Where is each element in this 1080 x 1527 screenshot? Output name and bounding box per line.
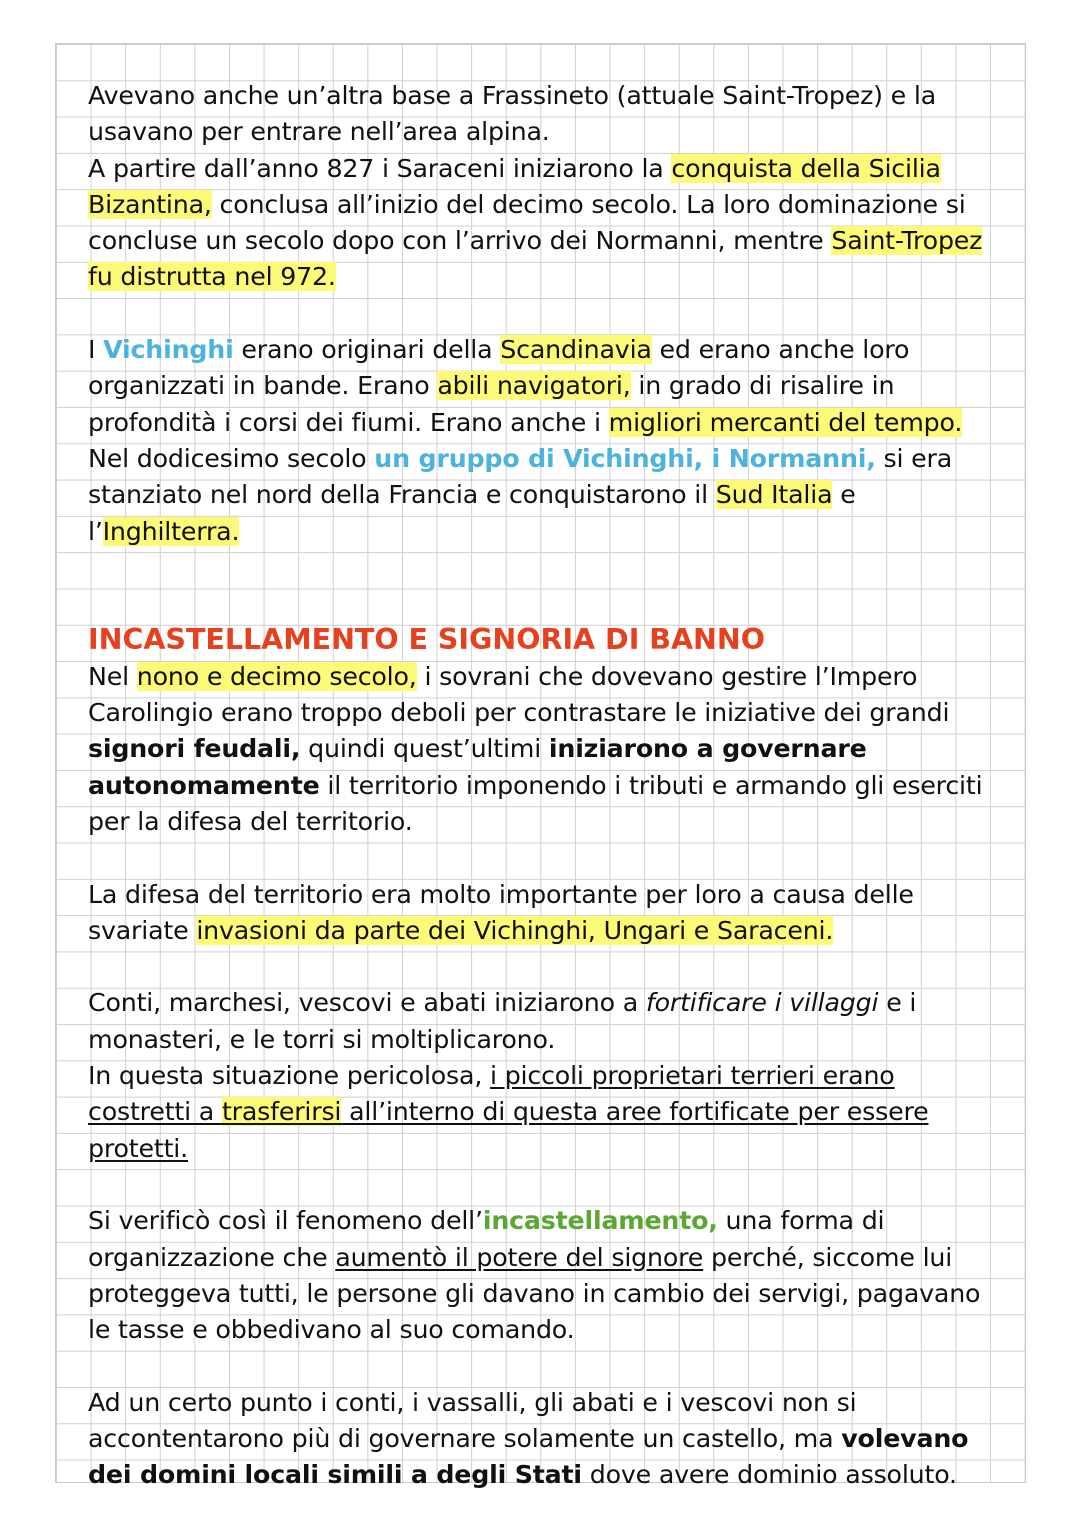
highlight: migliori mercanti del tempo. [608, 407, 963, 437]
term-normanni: un gruppo di Vichinghi, i Normanni, [374, 443, 876, 473]
highlight: Inghilterra. [102, 516, 240, 546]
paragraph-difesa: La difesa del territorio era molto importante per loro a causa delle svariate invasioni da parte dei Vichinghi, Ungari e Saraceni. [88, 879, 914, 945]
highlight: abili navigatori, [437, 371, 631, 401]
term-vichinghi: Vichinghi [103, 335, 234, 365]
bold-term: iniziarono a governare autonomamente [88, 734, 867, 800]
term-incastellamento: incastellamento, [482, 1206, 718, 1236]
underlined-highlight: trasferirsi [221, 1097, 342, 1127]
underlined-text: all’interno di questa aree fortificate per essere protetti. [88, 1097, 929, 1163]
highlight: nono e decimo secolo, [136, 661, 417, 691]
paragraph-domini: Ad un certo punto i conti, i vassalli, gli abati e i vescovi non si accontentarono più di governare solamente un castello, ma volevano dei domini locali simili a degli Stati dove avere dominio assoluto. [88, 1387, 969, 1490]
highlight: invasioni da parte dei Vichinghi, Ungari e Saraceni. [196, 915, 834, 945]
paragraph-signori: Nel nono e decimo secolo, i sovrani che dovevano gestire l’Impero Carolingio erano troppo deboli per contrastare le iniziative dei grandi signori feudali, quindi quest’ultimi iniziarono a governare autonomamente il territorio imponendo i tributi e armando gli eserciti per la difesa del territorio. [88, 661, 983, 836]
bold-term: volevano dei domini locali simili a degli Stati [88, 1423, 969, 1490]
paragraph-incastellamento: Si verificò così il fenomeno dell’incastellamento, una forma di organizzazione che aumentò il potere del signore perché, siccome lui proteggeva tutti, le persone gli davano in cambio dei servigi, pagavano le tasse e obbedivano al suo comando. [88, 1206, 981, 1345]
italic-term: fortificare i villaggi [645, 988, 879, 1018]
notes-content [88, 78, 988, 1494]
underlined-text: i piccoli proprietari terrieri erano costretti a [88, 1061, 895, 1127]
paragraph-fortificazioni: Conti, marchesi, vescovi e abati iniziarono a fortificare i villaggi e i monasteri, e le torri si moltiplicarono. In questa situazione pericolosa, i piccoli proprietari terrieri erano costretti a trasferirsi all’interno di questa aree fortificate per essere protetti. [88, 988, 929, 1163]
paragraph-vichinghi: I Vichinghi erano originari della Scandinavia ed erano anche loro organizzati in bande. Erano abili navigatori, in grado di risalire in profondità i corsi dei fiumi. Erano anche i migliori mercanti del tempo. Nel dodicesimo secolo un gruppo di Vichinghi, i Normanni, si era stanziato nel nord della Francia e conquistarono il Sud Italia e l’Inghilterra. [88, 335, 963, 546]
underlined-text: aumentò il potere del signore [335, 1242, 704, 1272]
highlight: Sud Italia [715, 480, 833, 510]
highlight: Scandinavia [500, 335, 652, 365]
bold-term: signori feudali, [88, 734, 301, 764]
section-heading: INCASTELLAMENTO E SIGNORIA DI BANNO [88, 623, 765, 657]
highlight: conquista della Sicilia Bizantina, [88, 153, 941, 219]
highlight: Saint-Tropez fu distrutta nel 972. [88, 226, 983, 292]
paragraph-saraceni: Avevano anche un’altra base a Frassineto (attuale Saint-Tropez) e la usavano per entrare nell’area alpina. A partire dall’anno 827 i Saraceni iniziarono la conquista della Sicilia Bizantina, conclusa all’inizio del decimo secolo. La loro dominazione si concluse un secolo dopo con l’arrivo dei Normanni, mentre Saint-Tropez fu distrutta nel 972. [88, 81, 983, 292]
